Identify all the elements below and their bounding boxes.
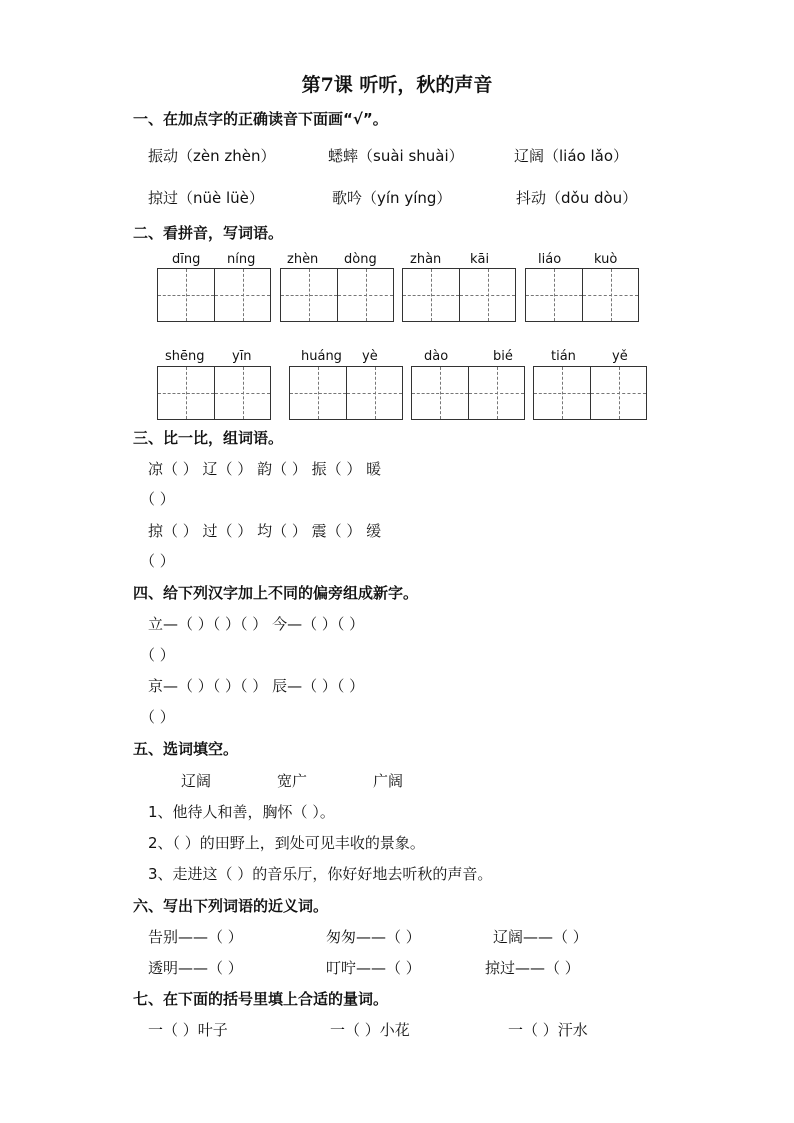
s1-item: 抖动（dǒu dòu） (516, 189, 638, 207)
pinyin: dīng (172, 252, 201, 267)
s3-line: 凉（ ） 辽（ ） 韵（ ） 振（ ） 暖 (148, 460, 382, 478)
pinyin: zhèn (287, 252, 319, 267)
section-6-heading: 六、写出下列词语的近义词。 (133, 897, 329, 915)
s4-line: 京—（ ）（ ）（ ） 辰—（ ）（ ） (148, 677, 365, 695)
writing-grid[interactable] (402, 268, 516, 322)
s1-item: 辽阔（liáo lǎo） (514, 147, 629, 165)
s3-line: （ ） (140, 552, 175, 570)
pinyin: zhàn (410, 252, 442, 267)
s7-item: 一（ ）小花 (330, 1021, 410, 1039)
s1-item: 振动（zèn zhèn） (148, 147, 276, 165)
s1-item: 歌吟（yín yíng） (332, 189, 452, 207)
s4-line: （ ） (140, 708, 175, 726)
word-choice: 宽广 (277, 772, 308, 790)
pinyin: yè (362, 349, 378, 364)
s5-question: 2、（ ）的田野上，到处可见丰收的景象。 (148, 834, 425, 852)
pinyin: bié (493, 349, 513, 364)
s3-line: 掠（ ） 过（ ） 均（ ） 震（ ） 缓 (148, 522, 382, 540)
s6-item: 叮咛——（ ） (326, 959, 421, 977)
pinyin: níng (227, 252, 256, 267)
writing-grid[interactable] (289, 366, 403, 420)
s1-item: 蟋蟀（suài shuài） (328, 147, 464, 165)
s1-item: 掠过（nüè lüè） (148, 189, 264, 207)
pinyin: liáo (538, 252, 562, 267)
writing-grid[interactable] (157, 268, 271, 322)
writing-grid[interactable] (157, 366, 271, 420)
s7-item: 一（ ）叶子 (148, 1021, 228, 1039)
writing-grid[interactable] (280, 268, 394, 322)
s7-item: 一（ ）汗水 (508, 1021, 588, 1039)
pinyin: shēng (165, 349, 205, 364)
pinyin: kāi (470, 252, 490, 267)
pinyin: yīn (232, 349, 252, 364)
pinyin: yě (612, 349, 628, 364)
pinyin: dòng (344, 252, 377, 267)
pinyin: dào (424, 349, 449, 364)
section-4-heading: 四、给下列汉字加上不同的偏旁组成新字。 (133, 584, 419, 602)
s6-item: 匆匆——（ ） (326, 928, 421, 946)
s6-item: 掠过——（ ） (485, 959, 580, 977)
section-1-heading: 一、在加点字的正确读音下面画“√”。 (133, 110, 388, 128)
s5-question: 3、走进这（ ）的音乐厅，你好好地去听秋的声音。 (148, 865, 493, 883)
page-title: 第7课 听听，秋的声音 (301, 74, 493, 96)
s6-item: 告别——（ ） (148, 928, 243, 946)
s3-line: （ ） (140, 490, 175, 508)
s6-item: 辽阔——（ ） (493, 928, 588, 946)
s4-line: （ ） (140, 646, 175, 664)
writing-grid[interactable] (411, 366, 525, 420)
s4-line: 立—（ ）（ ）（ ） 今—（ ）（ ） (148, 615, 365, 633)
pinyin: kuò (594, 252, 618, 267)
word-choice: 广阔 (373, 772, 404, 790)
writing-grid[interactable] (533, 366, 647, 420)
section-2-heading: 二、看拼音，写词语。 (133, 224, 284, 242)
s6-item: 透明——（ ） (148, 959, 243, 977)
section-7-heading: 七、在下面的括号里填上合适的量词。 (133, 990, 389, 1008)
section-5-heading: 五、选词填空。 (133, 740, 239, 758)
pinyin: tián (551, 349, 576, 364)
pinyin: huáng (301, 349, 342, 364)
writing-grid[interactable] (525, 268, 639, 322)
word-choice: 辽阔 (181, 772, 212, 790)
section-3-heading: 三、比一比，组词语。 (133, 429, 284, 447)
s5-question: 1、他待人和善，胸怀（ ）。 (148, 803, 335, 821)
